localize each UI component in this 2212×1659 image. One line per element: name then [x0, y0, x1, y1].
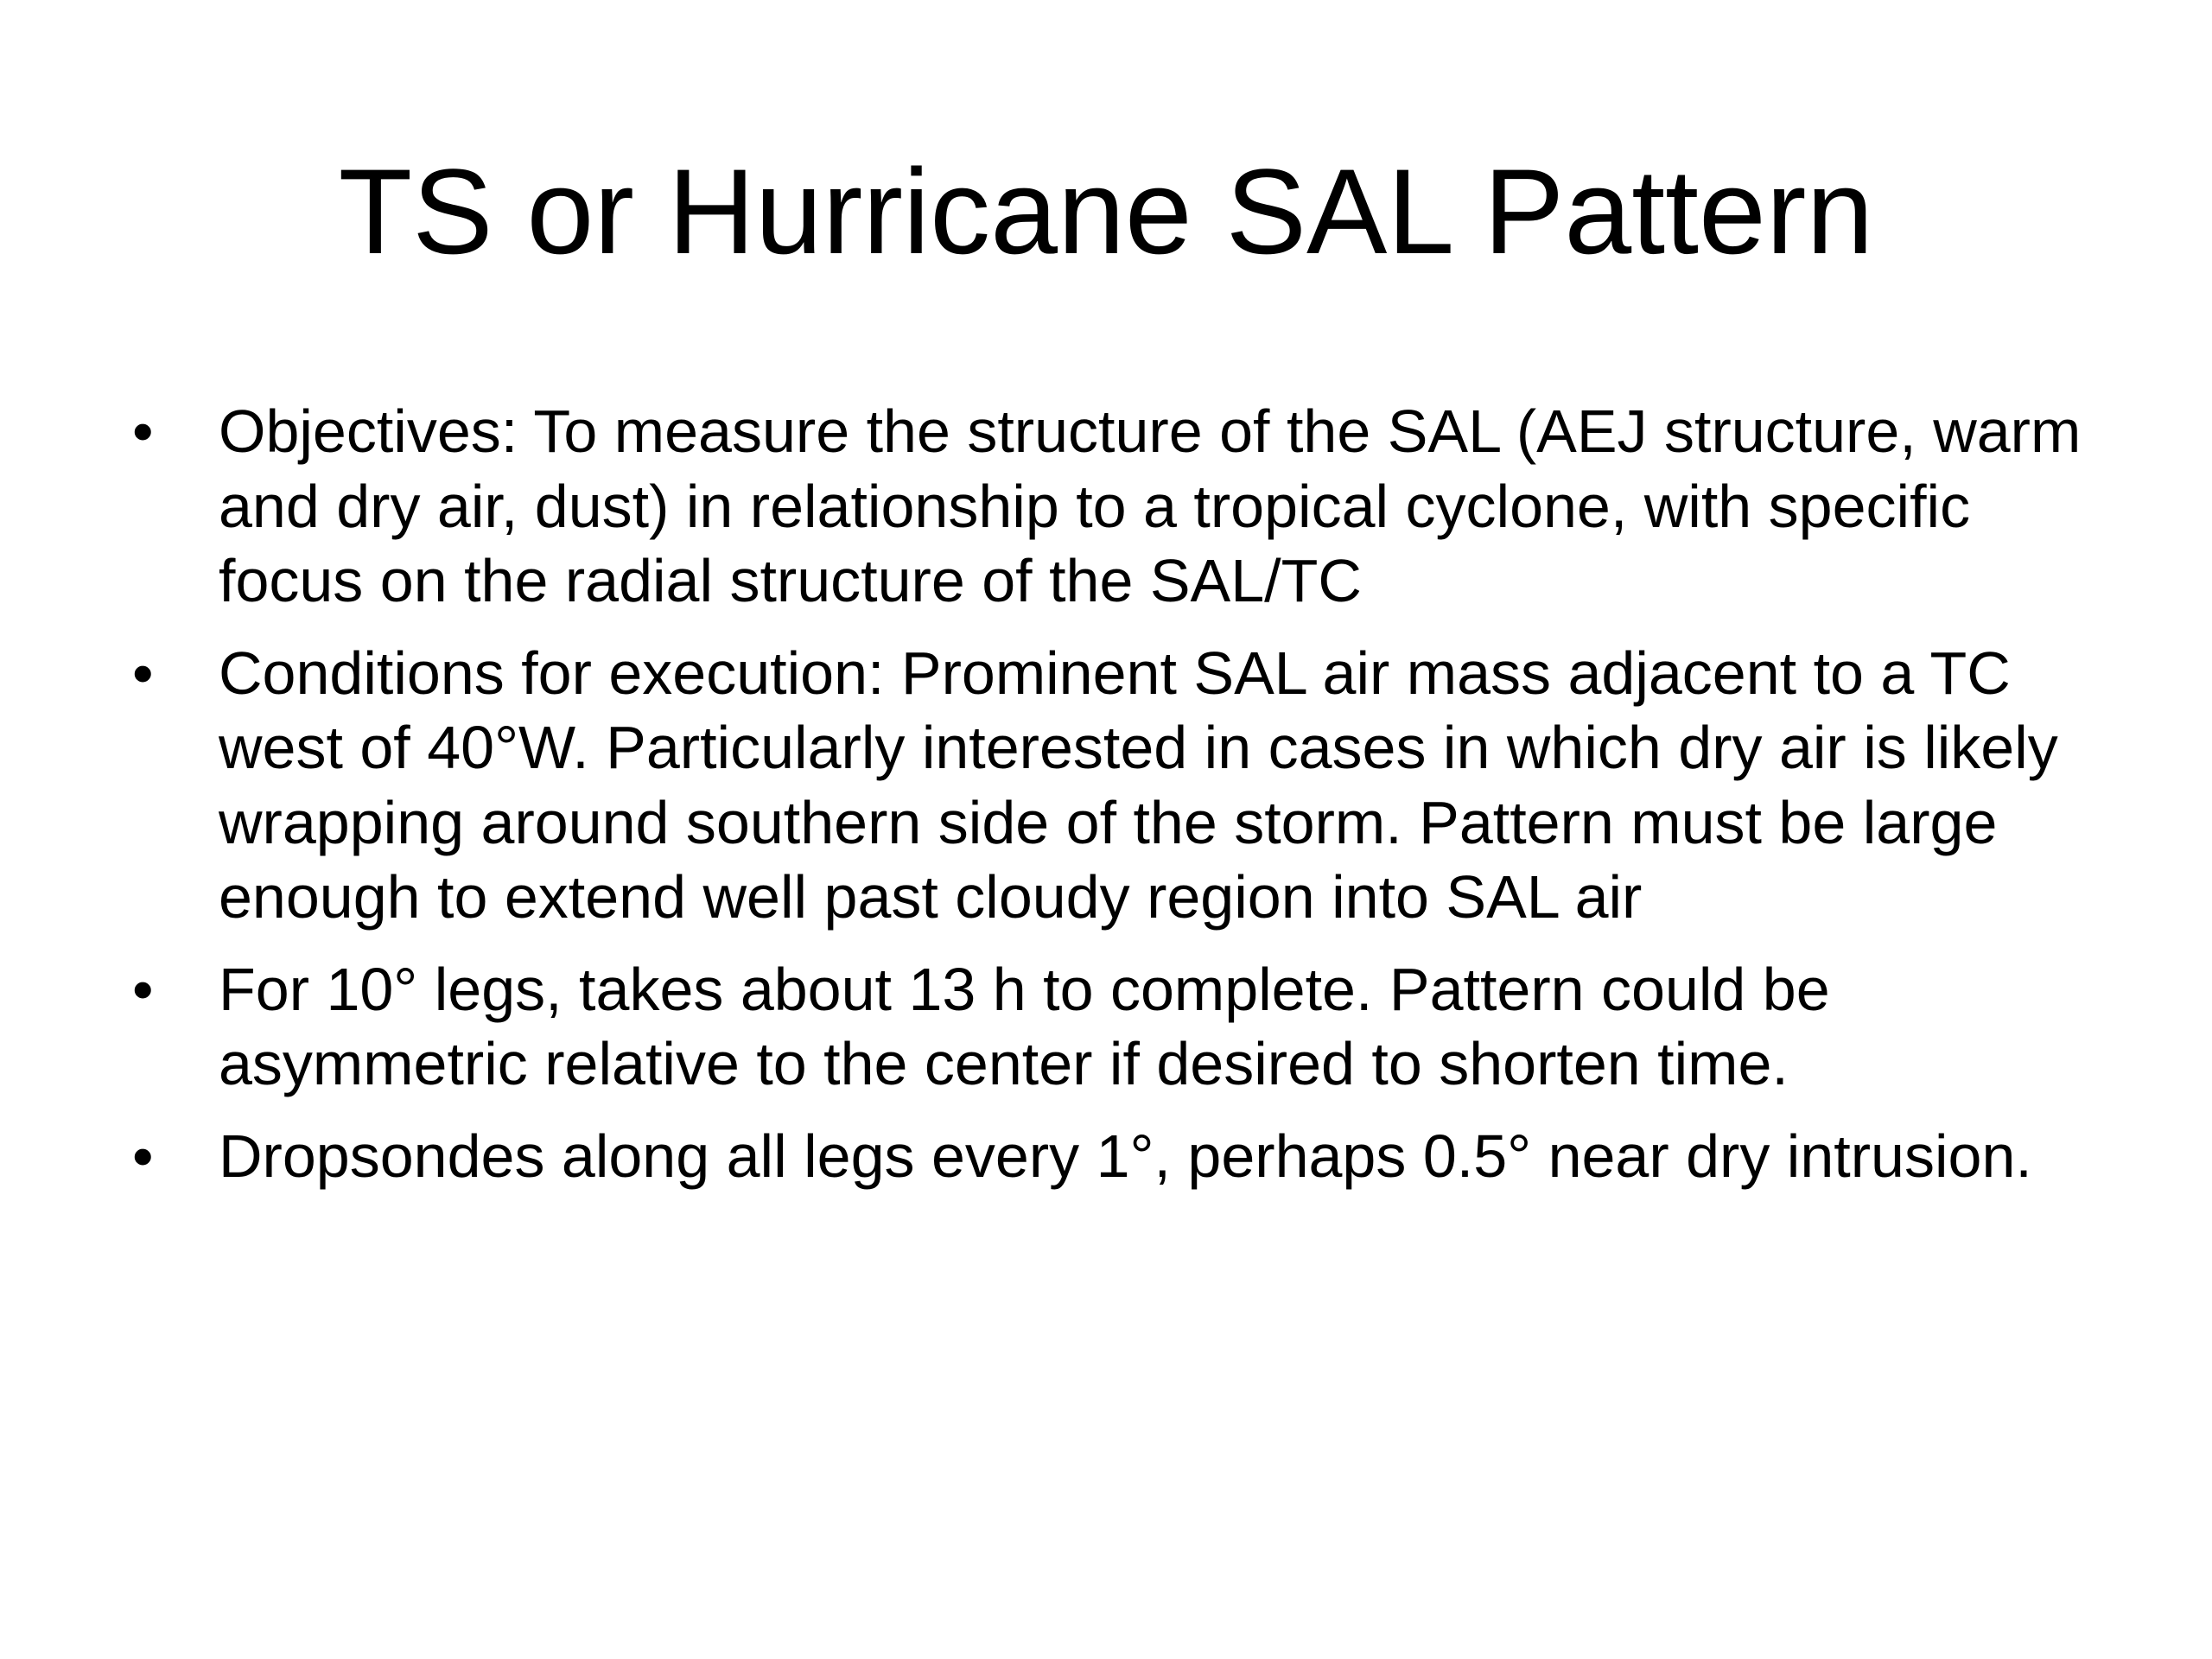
- bullet-list: [125, 394, 2113, 1211]
- bullet-objectives: [125, 394, 2113, 619]
- bullet-duration: [125, 952, 2113, 1102]
- bullet-text: For 10° legs, takes about 13 h to complete. Pattern could be asymmetric relative to the center if desired to shorten time.: [219, 955, 1830, 1097]
- slide-title: TS or Hurricane SAL Pattern: [338, 143, 1874, 279]
- bullet-text: Dropsondes along all legs every 1°, perhaps 0.5° near dry intrusion.: [219, 1122, 2032, 1190]
- bullet-icon: •: [132, 639, 154, 707]
- bullet-icon: •: [132, 397, 154, 465]
- bullet-text: Conditions for execution: Prominent SAL air mass adjacent to a TC west of 40°W. Particularly interested in cases in which dry air is likely wrapping around southern side of the storm. Pattern must be large enough to extend well past cloudy region into SAL air: [219, 639, 2058, 931]
- bullet-conditions: [125, 636, 2113, 935]
- bullet-dropsondes: [125, 1119, 2113, 1194]
- bullet-icon: •: [132, 1122, 154, 1190]
- bullet-icon: •: [132, 955, 154, 1023]
- bullet-text: Objectives: To measure the structure of the SAL (AEJ structure, warm and dry air, dust) in relationship to a tropical cyclone, with specific focus on the radial structure of the SAL/TC: [219, 397, 2082, 614]
